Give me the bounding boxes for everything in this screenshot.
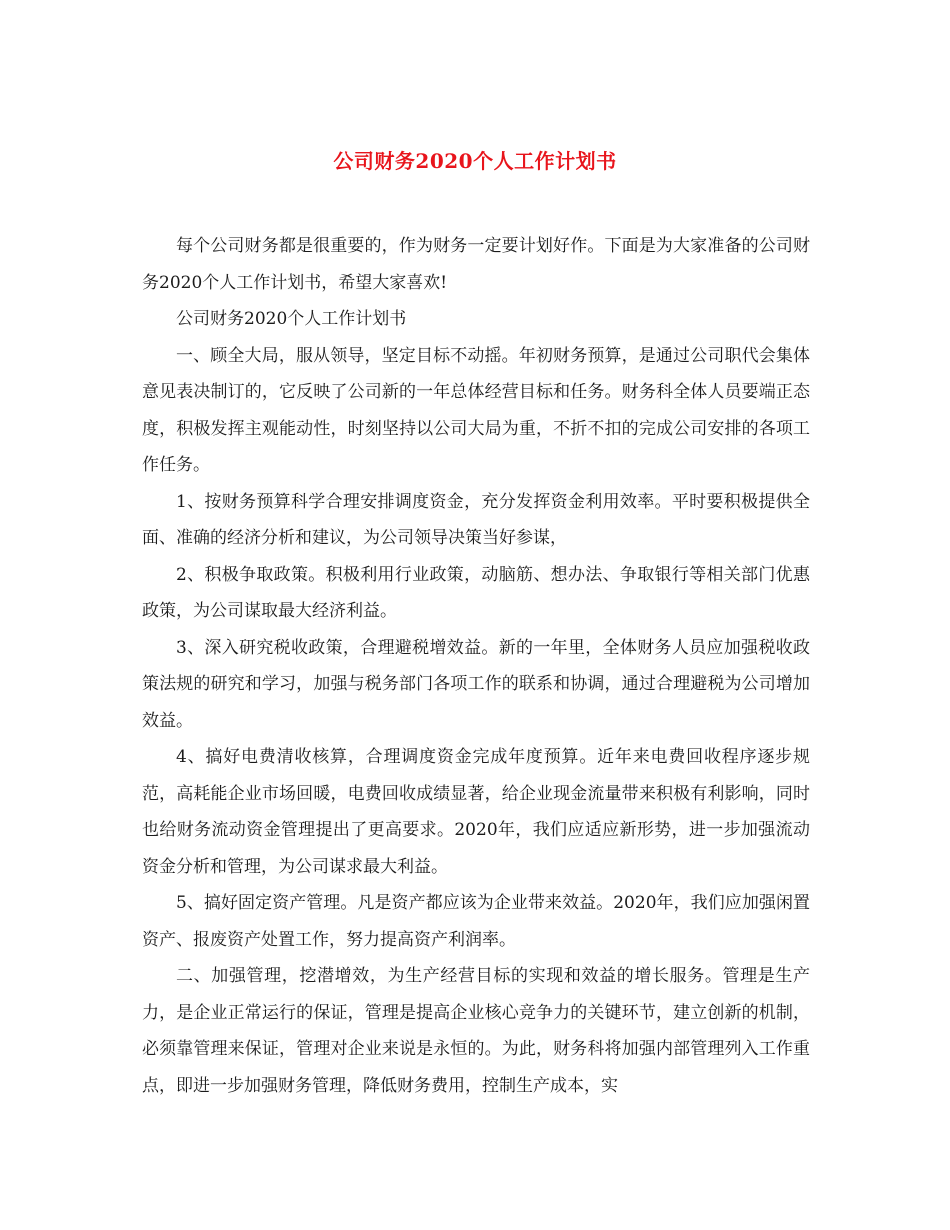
paragraph-section-1: 一、顾全大局，服从领导，坚定目标不动摇。年初财务预算，是通过公司职代会集体意见表决制订的，它反映了公司新的一年总体经营目标和任务。财务科全体人员要端正态度，积极发挥主观能动性，时刻坚持以公司大局为重，不折不扣的完成公司安排的各项工作任务。 xyxy=(142,345,810,475)
paragraph-item-1: 1、按财务预算科学合理安排调度资金，充分发挥资金利用效率。平时要积极提供全面、准确的经济分析和建议，为公司领导决策当好参谋， xyxy=(142,491,810,548)
document-body xyxy=(142,228,810,1104)
paragraph-intro: 每个公司财务都是很重要的，作为财务一定要计划好作。下面是为大家准备的公司财务2020个人工作计划书，希望大家喜欢! xyxy=(142,236,810,293)
paragraph-item-4: 4、搞好电费清收核算，合理调度资金完成年度预算。近年来电费回收程序逐步规范，高耗能企业市场回暖，电费回收成绩显著，给企业现金流量带来积极有利影响，同时也给财务流动资金管理提出了更高要求。2020年，我们应适应新形势，进一步加强流动资金分析和管理，为公司谋求最大利益。 xyxy=(142,747,810,877)
paragraph-subtitle: 公司财务2020个人工作计划书 xyxy=(176,309,407,329)
paragraph-item-2: 2、积极争取政策。积极利用行业政策，动脑筋、想办法、争取银行等相关部门优惠政策，为公司谋取最大经济利益。 xyxy=(142,564,810,621)
document-title: 公司财务2020个人工作计划书 xyxy=(333,149,617,173)
paragraph-item-5: 5、搞好固定资产管理。凡是资产都应该为企业带来效益。2020年，我们应加强闲置资产、报废资产处置工作，努力提高资产利润率。 xyxy=(142,893,810,950)
paragraph-item-3: 3、深入研究税收政策，合理避税增效益。新的一年里，全体财务人员应加强税收政策法规的研究和学习，加强与税务部门各项工作的联系和协调，通过合理避税为公司增加效益。 xyxy=(142,637,810,731)
paragraph-section-2: 二、加强管理，挖潜增效，为生产经营目标的实现和效益的增长服务。管理是生产力，是企业正常运行的保证，管理是提高企业核心竞争力的关键环节，建立创新的机制，必须靠管理来保证，管理对企业来说是永恒的。为此，财务科将加强内部管理列入工作重点，即进一步加强财务管理，降低财务费用，控制生产成本，实 xyxy=(142,966,810,1096)
